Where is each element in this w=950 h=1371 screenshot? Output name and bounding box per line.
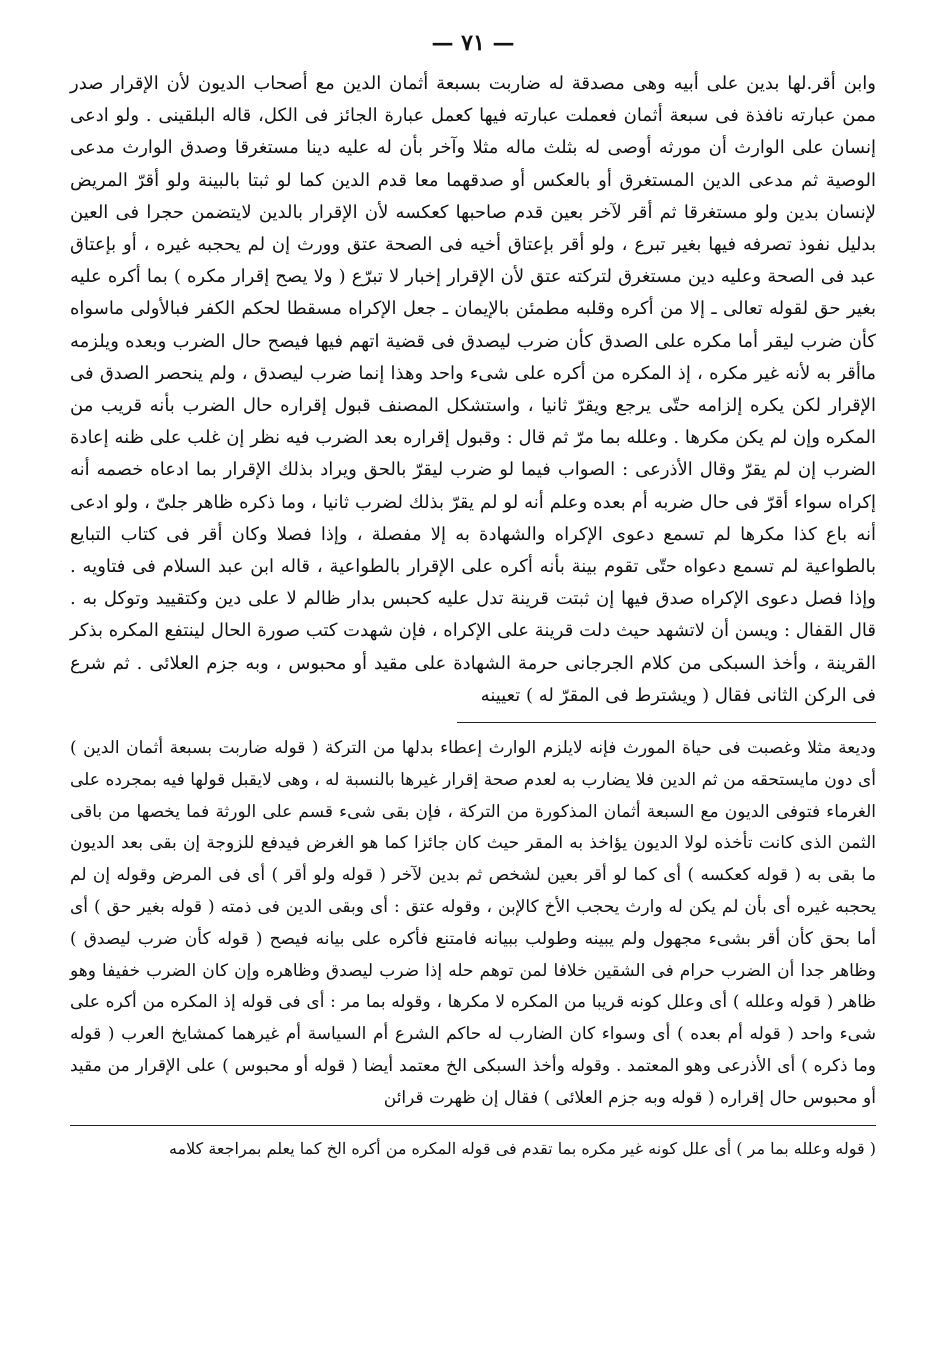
footnote-paragraph: ( قوله وعلله بما مر ) أى علل كونه غير مكره بما تقدم فى قوله المكره من أكره الخ كما يعلم بمراجعة كلامه — [168, 1138, 876, 1158]
main-text-block — [70, 68, 876, 712]
book-page — [70, 28, 876, 1348]
main-paragraph: وابن أقر.لها بدين على أبيه وهى مصدقة له ضاربت بسبعة أثمان الدين مع أصحاب الديون لأن الإقرار صدر ممن عبارته نافذة فى سبعة أثمان فعملت عبارته فيها كعمل عبارة الجائز فى الكل، قاله البلقينى . ولو ادعى إنسان على الوارث أن مورثه أوصى له بثلث ماله مثلا وآخر بأن له عليه دينا مستغرقا وصدق الوارث مدعى الوصية ثم مدعى الدين المستغرق أو بالعكس أو صدقهما معا قدم الدين كما لو ثبتا بالبينة ولو أقرّ المريض لإنسان بدين ولو مستغرقا ثم أقر لآخر بعين قدم صاحبها كعكسه لأن الإقرار بالدين لايتضمن حجرا فى العين بدليل نفوذ تصرفه فيها بغير تبرع ، ولو أقر بإعتاق أخيه فى الصحة عتق وورث إن لم يحجبه غيره ، أو بإعتاق عبد فى الصحة وعليه دين مستغرق لتركته عتق لأن الإقرار إخبار لا تبرّع ( ولا يصح إقرار مكره ) بما أكره عليه بغير حق لقوله تعالى ـ إلا من أكره وقلبه مطمئن بالإيمان ـ جعل الإكراه مسقطا لحكم الكفر فبالأولى ماسواه كأن ضرب ليقر أما مكره على الصدق كأن ضرب ليصدق فى قضية اتهم فيها فيصح حال الضرب وبعده ويلزمه ماأقر به لأنه غير مكره ، إذ المكره من أكره على شىء واحد وهذا إنما ضرب ليصدق ، ولم ينحصر الصدق فى الإقرار لكن يكره إلزامه حتّى يرجع ويقرّ ثانيا ، واستشكل المصنف قبول إقراره حال الضرب بأنه قريب من المكره وإن لم يكن مكرها . وعلله بما مرّ ثم قال : وقبول إقراره بعد الضرب فيه نظر إن غلب على ظنه إعادة الضرب إن لم يقرّ وقال الأذرعى : الصواب فيما لو ضرب ليقرّ بالحق ويراد بذلك الإقرار بما ادعاه خصمه أنه إكراه سواء أقرّ فى حال ضربه أم بعده وعلم أنه لو لم يقرّ بذلك لضرب ثانيا ، وما ذكره ظاهر جلىّ ، ولو ادعى أنه باع كذا مكرها لم تسمع دعوى الإكراه والشهادة به إلا مفصلة ، وإذا فصلا وكان أقر فى كتاب التبايع بالطواعية لم تسمع دعواه حتّى تقوم بينة بأنه أكره على الإقرار بالطواعية ، قاله ابن عبد السلام فى فتاويه . وإذا فصل دعوى الإكراه صدق فيها إن ثبتت قرينة تدل عليه كحبس بدار ظالم لا على دين وكتقييد وتوكل به . قال القفال : ويسن أن لاتشهد حيث دلت قرينة على الإكراه ، فإن شهدت كتب صورة الحال لينتفع المكره بذكر القرينة ، وأخذ السبكى من كلام الجرجانى حرمة الشهادة على مقيد أو محبوس ، وبه جزم العلائى . ثم شرع فى الركن الثانى فقال ( ويشترط فى المقرّ له ) تعيينه — [70, 73, 877, 706]
footnote-separator — [70, 1125, 876, 1126]
footnote-block — [70, 1134, 876, 1164]
commentary-separator — [457, 722, 876, 723]
page-number: — ٧١ — — [431, 30, 515, 56]
commentary-paragraph: وديعة مثلا وغصبت فى حياة المورث فإنه لايلزم الوارث إعطاء بدلها من التركة ( قوله ضاربت بسبعة أثمان الدين ) أى دون مايستحقه من ثم الدين فلا يضارب به لعدم صحة إقرار غيرها بالنسبة له ، وهى لايقبل قولها فيه بمجرده على الغرماء فتوفى الديون مع السبعة أثمان المذكورة من التركة ، فإن بقى شىء قسم على الورثة فما يخصها من باقى الثمن الذى كانت تأخذه لولا الديون يؤاخذ به المقر حيث كان جائزا كما هو الغرض فيدفع للزوجة إن بقى بعد الديون ما بقى به ( قوله كعكسه ) أى كما لو أقر بعين لشخص ثم بدين لآخر ( قوله ولو أقر ) أى فى المرض وقوله إن لم يحجبه غيره أى بأن لم يكن له وارث يحجب الأخ كالإبن ، وقوله عتق : أى وبقى الدين فى ذمته ( قوله بغير حق ) أى أما بحق كأن أقر بشىء مجهول ولم يبينه وطولب ببيانه فامتنع فأكره على بيانه فيصح ( قوله كأن ضرب ليصدق ) وظاهر جدا أن الضرب حرام فى الشقين خلافا لمن توهم حله إذا ضرب ليصدق وظاهره وإن كان الضرب خفيفا وهو ظاهر ( قوله وعلله ) أى وعلل كونه قريبا من المكره لا مكرها ، وقوله بما مر : أى فى قوله إذ المكره من أكره على شىء واحد ( قوله أم بعده ) أى وسواء كان الضارب له حاكم الشرع أم السياسة أم غيرهما كمشايخ العرب ( قوله وما ذكره ) أى الأذرعى وهو المعتمد . وقوله وأخذ السبكى الخ معتمد أيضا ( قوله أو محبوس ) على الإقرار من مقيد أو محبوس حال إقراره ( قوله وبه جزم العلائى ) فقال إن ظهرت قرائن — [70, 738, 876, 1108]
commentary-block — [70, 733, 876, 1115]
